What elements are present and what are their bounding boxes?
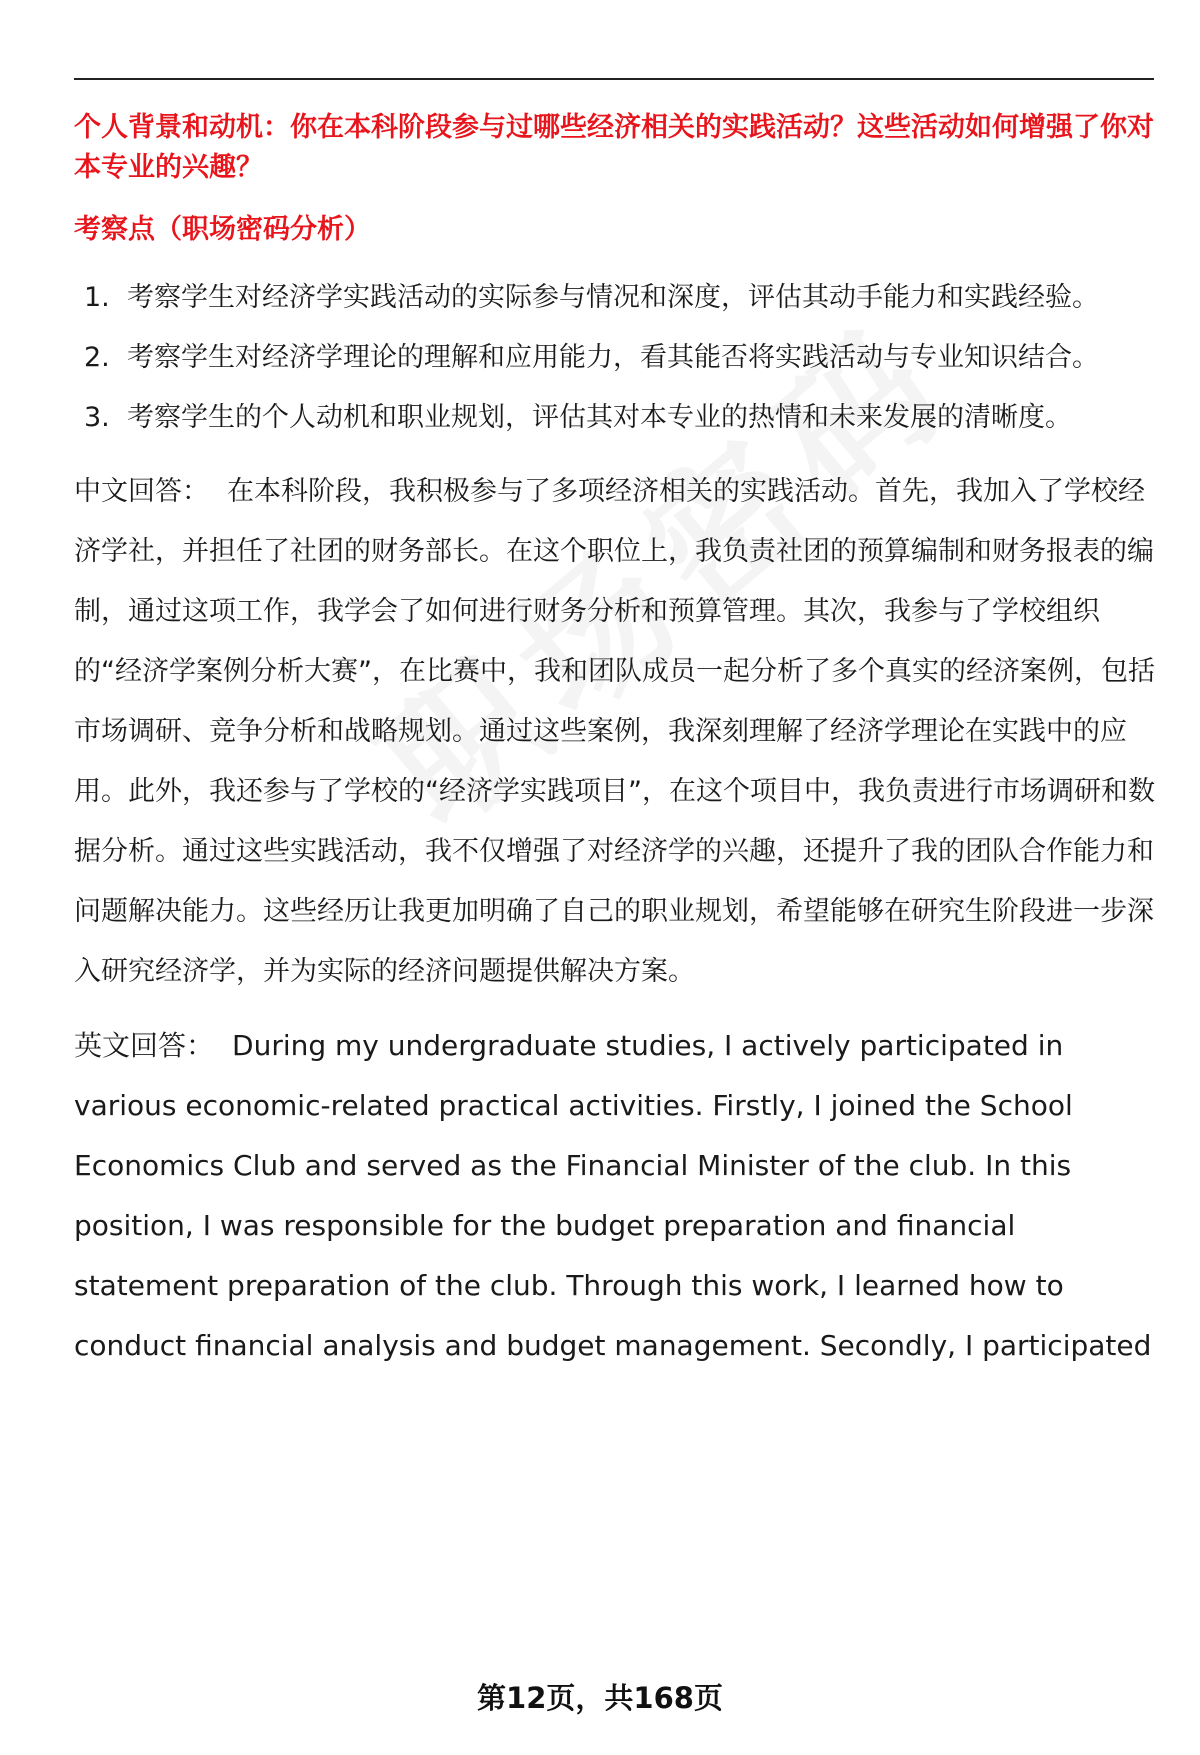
- section-heading: 考察点（职场密码分析）: [74, 214, 371, 245]
- page-content: [74, 108, 1156, 1376]
- english-answer-text: During my undergraduate studies, I actively participated in various economic-related practical activities. Firstly, I joined the School Economics Club and served as the Financial Minister of the club. In this position, I was responsible for the budget preparation and financial statement preparation of the club. Through this work, I learned how to conduct financial analysis and budget management. Secondly, I participated: [74, 1029, 1152, 1362]
- list-number: 1.: [84, 282, 110, 313]
- list-item: [74, 328, 1156, 388]
- list-item: [74, 268, 1156, 328]
- list-number: 3.: [84, 402, 110, 433]
- list-item-text: 考察学生的个人动机和职业规划，评估其对本专业的热情和未来发展的清晰度。: [127, 402, 1072, 433]
- list-number: 2.: [84, 342, 110, 373]
- list-item: [74, 388, 1156, 448]
- question-heading: 个人背景和动机：你在本科阶段参与过哪些经济相关的实践活动？这些活动如何增强了你对本专业的兴趣？: [74, 112, 1154, 183]
- english-answer: [74, 1016, 1156, 1376]
- chinese-answer-text: 在本科阶段，我积极参与了多项经济相关的实践活动。首先，我加入了学校经济学社，并担任了社团的财务部长。在这个职位上，我负责社团的预算编制和财务报表的编制，通过这项工作，我学会了如何进行财务分析和预算管理。其次，我参与了学校组织的“经济学案例分析大赛”，在比赛中，我和团队成员一起分析了多个真实的经济案例，包括市场调研、竞争分析和战略规划。通过这些案例，我深刻理解了经济学理论在实践中的应用。此外，我还参与了学校的“经济学实践项目”，在这个项目中，我负责进行市场调研和数据分析。通过这些实践活动，我不仅增强了对经济学的兴趣，还提升了我的团队合作能力和问题解决能力。这些经历让我更加明确了自己的职业规划，希望能够在研究生阶段进一步深入研究经济学，并为实际的经济问题提供解决方案。: [74, 476, 1155, 987]
- list-item-text: 考察学生对经济学实践活动的实际参与情况和深度，评估其动手能力和实践经验。: [127, 282, 1099, 313]
- assessment-points-list: [74, 268, 1156, 448]
- top-rule: [74, 78, 1154, 80]
- chinese-answer-label: 中文回答：: [74, 476, 209, 507]
- page-number: 第12页，共168页: [477, 1681, 723, 1715]
- english-answer-label: 英文回答：: [74, 1029, 215, 1062]
- list-item-text: 考察学生对经济学理论的理解和应用能力，看其能否将实践活动与专业知识结合。: [127, 342, 1099, 373]
- chinese-answer: [74, 462, 1156, 1002]
